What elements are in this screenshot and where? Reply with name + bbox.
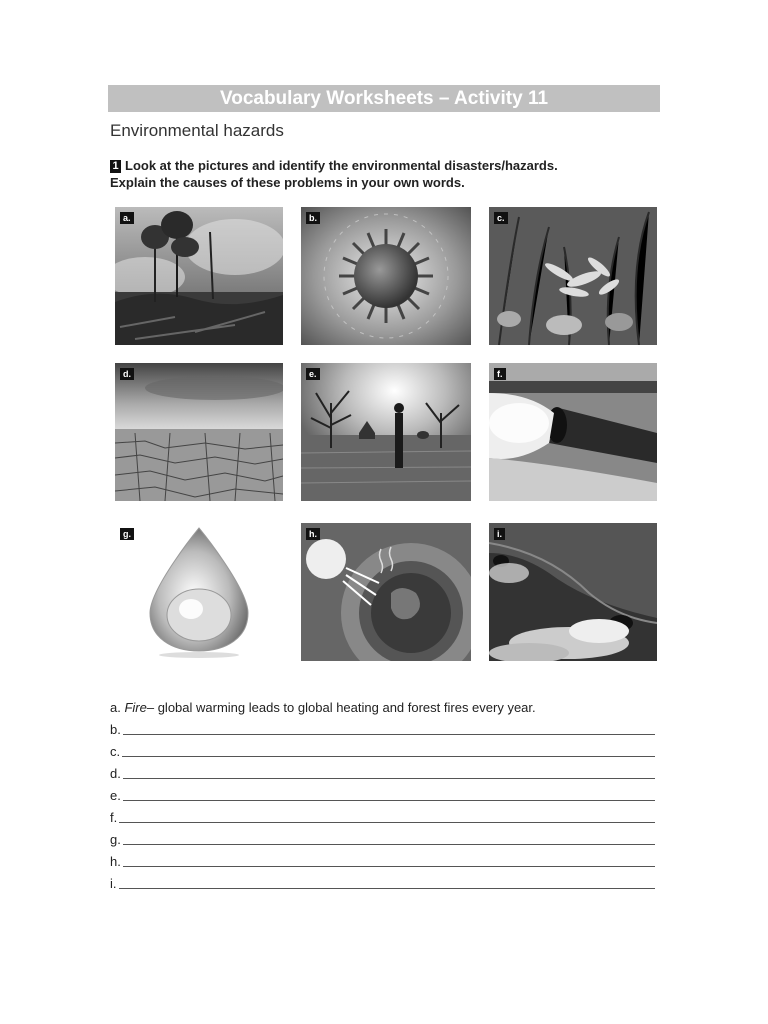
answer-letter: h. [110, 854, 121, 869]
answer-blank-line[interactable] [123, 719, 655, 735]
answer-letter: b. [110, 722, 121, 737]
picture-label: a. [120, 212, 134, 224]
answer-blank-line[interactable] [122, 741, 655, 757]
picture-label: c. [494, 212, 508, 224]
task-line-1: Look at the pictures and identify the environmental disasters/hazards. [125, 158, 558, 173]
task-instructions [110, 157, 558, 191]
answer-blank-line[interactable] [123, 829, 655, 845]
task-line-2: Explain the causes of these problems in your own words. [110, 175, 465, 190]
answer-letter: e. [110, 788, 121, 803]
answer-row-c [110, 741, 655, 763]
answer-letter: f. [110, 810, 118, 825]
answer-blank-line[interactable] [123, 785, 655, 801]
answer-row-d [110, 763, 655, 785]
drought-photo [115, 363, 283, 501]
answer-row-e [110, 785, 655, 807]
answer-letter: g. [110, 832, 121, 847]
answer-blank-line[interactable] [119, 807, 655, 823]
greenhouse-effect-diagram [301, 523, 471, 661]
picture-label: b. [306, 212, 320, 224]
answer-row-g [110, 829, 655, 851]
picture-d [115, 363, 283, 501]
picture-e [301, 363, 471, 501]
picture-h [301, 523, 471, 661]
picture-i [489, 523, 657, 661]
picture-label: g. [120, 528, 134, 540]
answer-letter: i. [110, 876, 117, 891]
picture-g [115, 523, 283, 661]
picture-label: e. [306, 368, 320, 380]
answer-letter: a. [110, 700, 121, 715]
car-exhaust-photo [489, 523, 657, 661]
answer-letter: c. [110, 744, 121, 759]
example-term: Fire [124, 700, 147, 715]
picture-a [115, 207, 283, 345]
worksheet-subtitle: Environmental hazards [110, 121, 284, 140]
picture-label: d. [120, 368, 134, 380]
answer-letter: d. [110, 766, 121, 781]
sewage-pipe-photo [489, 363, 657, 501]
water-drop-photo [115, 523, 283, 661]
flood-photo [301, 363, 471, 501]
picture-c [489, 207, 657, 345]
dead-fish-photo [489, 207, 657, 345]
picture-label: f. [494, 368, 506, 380]
answer-row-a [110, 697, 655, 719]
answer-row-h [110, 851, 655, 873]
answer-blank-line[interactable] [123, 851, 655, 867]
burnt-forest-photo [115, 207, 283, 345]
example-text: – global warming leads to global heating and forest fires every year. [146, 700, 536, 715]
answer-row-b [110, 719, 655, 741]
picture-label: i. [494, 528, 505, 540]
answer-blank-line[interactable] [123, 763, 655, 779]
picture-b [301, 207, 471, 345]
answer-list [110, 697, 655, 895]
virus-photo [301, 207, 471, 345]
task-number: 1 [110, 160, 121, 173]
picture-label: h. [306, 528, 320, 540]
worksheet-title: Vocabulary Worksheets – Activity 11 [219, 87, 549, 109]
picture-f [489, 363, 657, 501]
worksheet-title-bar [108, 85, 660, 112]
answer-blank-line[interactable] [119, 873, 656, 889]
answer-row-f [110, 807, 655, 829]
answer-row-i [110, 873, 655, 895]
